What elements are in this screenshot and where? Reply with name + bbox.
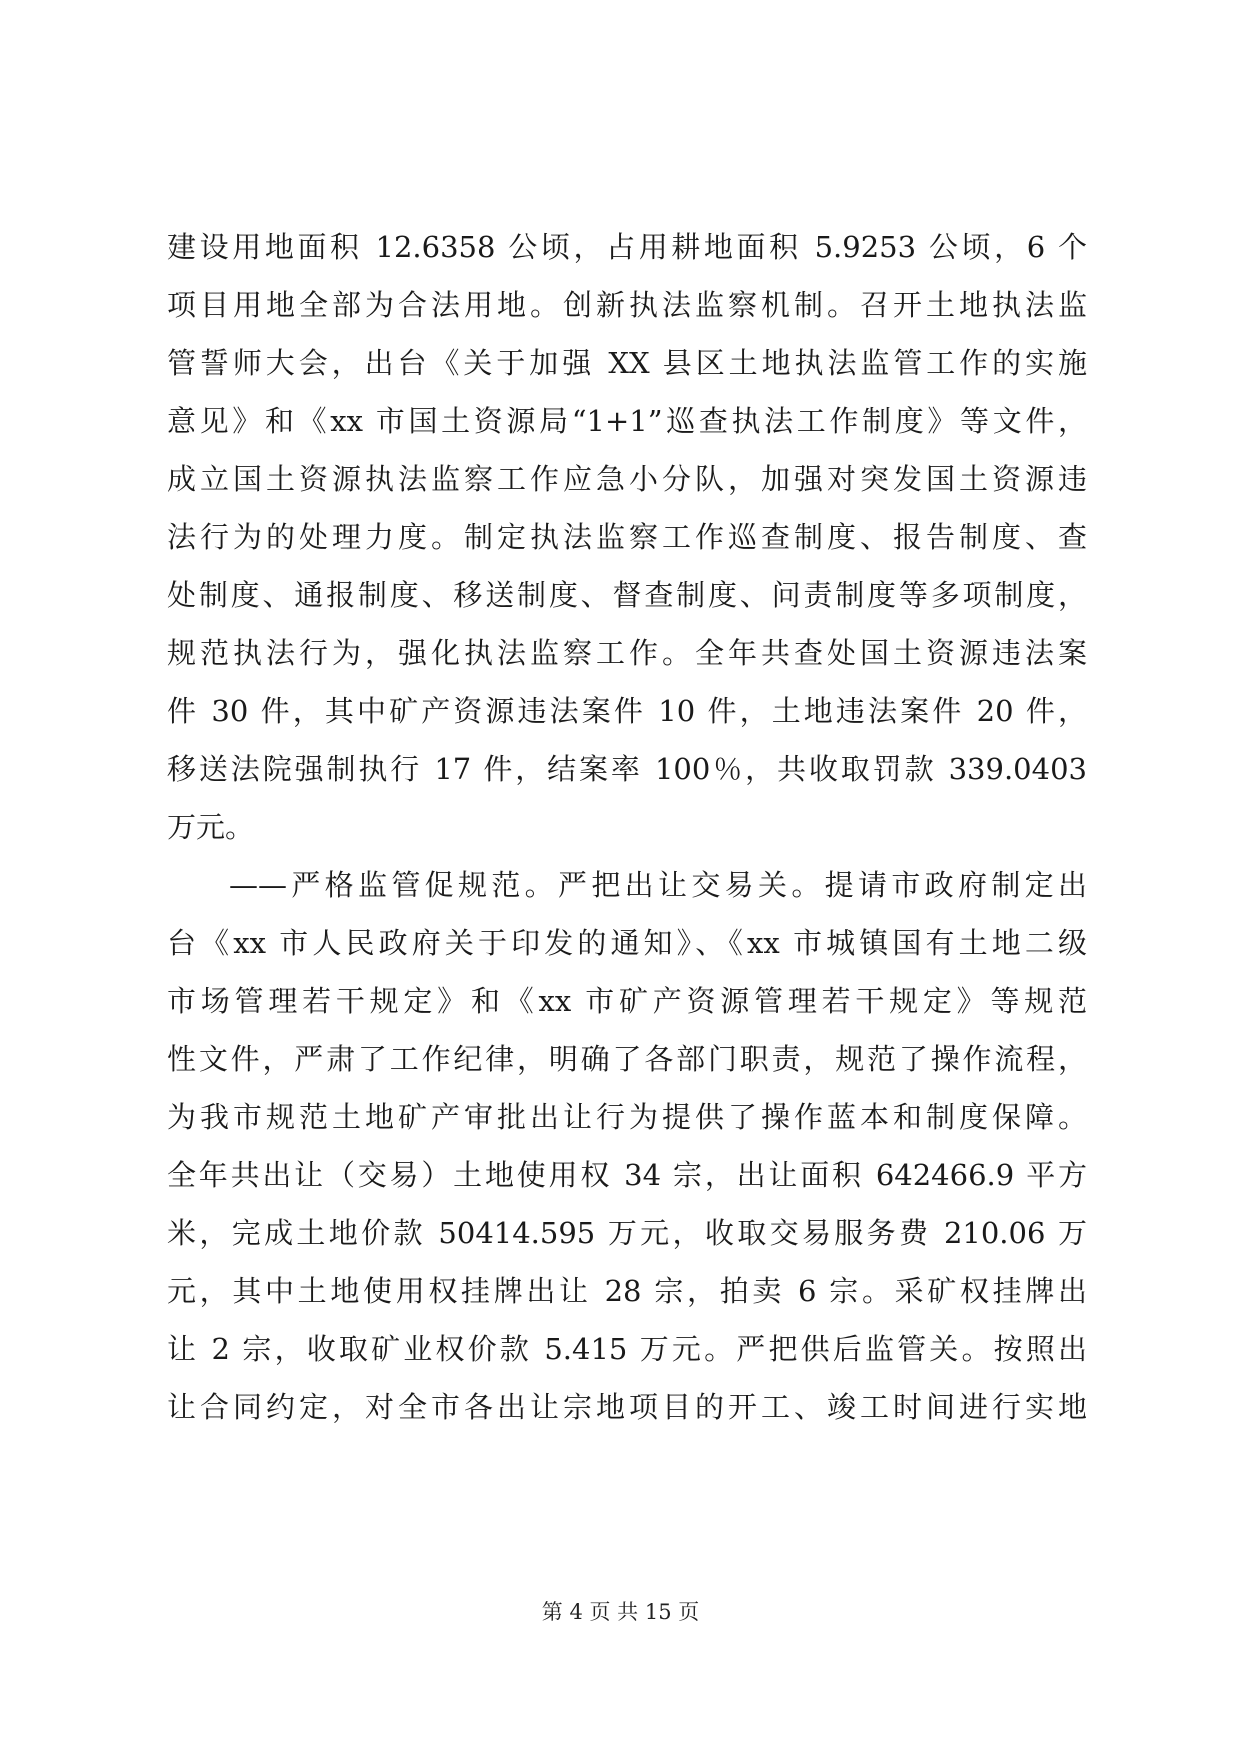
body-line: ——严格监管促规范。严把出让交易关。提请市政府制定出 (229, 868, 1087, 902)
body-line: 米，完成土地价款 50414.595 万元，收取交易服务费 210.06 万 (167, 1216, 1087, 1250)
body-line: 市场管理若干规定》和《xx 市矿产资源管理若干规定》等规范 (167, 984, 1087, 1018)
body-line: 元，其中土地使用权挂牌出让 28 宗，拍卖 6 宗。采矿权挂牌出 (167, 1274, 1087, 1308)
body-line: 建设用地面积 12.6358 公顷，占用耕地面积 5.9253 公顷，6 个 (167, 230, 1087, 264)
body-line: 为我市规范土地矿产审批出让行为提供了操作蓝本和制度保障。 (167, 1100, 1087, 1134)
body-line: 件 30 件，其中矿产资源违法案件 10 件，土地违法案件 20 件， (167, 694, 1087, 728)
body-line: 万元。 (167, 810, 255, 844)
body-line: 规范执法行为，强化执法监察工作。全年共查处国土资源违法案 (167, 636, 1087, 670)
body-line: 台《xx 市人民政府关于印发的通知》、《xx 市城镇国有土地二级 (167, 926, 1087, 960)
body-line: 移送法院强制执行 17 件，结案率 100％，共收取罚款 339.0403 (167, 752, 1087, 786)
body-line: 让 2 宗，收取矿业权价款 5.415 万元。严把供后监管关。按照出 (167, 1332, 1087, 1366)
body-line: 让合同约定，对全市各出让宗地项目的开工、竣工时间进行实地 (167, 1390, 1087, 1424)
body-line: 意见》和《xx 市国土资源局“1+1”巡查执法工作制度》等文件， (167, 404, 1087, 438)
body-line: 全年共出让（交易）土地使用权 34 宗，出让面积 642466.9 平方 (167, 1158, 1087, 1192)
body-line: 项目用地全部为合法用地。创新执法监察机制。召开土地执法监 (167, 288, 1087, 322)
page-number-footer: 第 4 页 共 15 页 (541, 1600, 700, 1624)
body-line: 管誓师大会，出台《关于加强 XX 县区土地执法监管工作的实施 (167, 346, 1087, 380)
body-line: 成立国土资源执法监察工作应急小分队，加强对突发国土资源违 (167, 462, 1087, 496)
body-line: 性文件，严肃了工作纪律，明确了各部门职责，规范了操作流程， (167, 1042, 1087, 1076)
body-line: 处制度、通报制度、移送制度、督查制度、问责制度等多项制度， (167, 578, 1087, 612)
body-line: 法行为的处理力度。制定执法监察工作巡查制度、报告制度、查 (167, 520, 1087, 554)
